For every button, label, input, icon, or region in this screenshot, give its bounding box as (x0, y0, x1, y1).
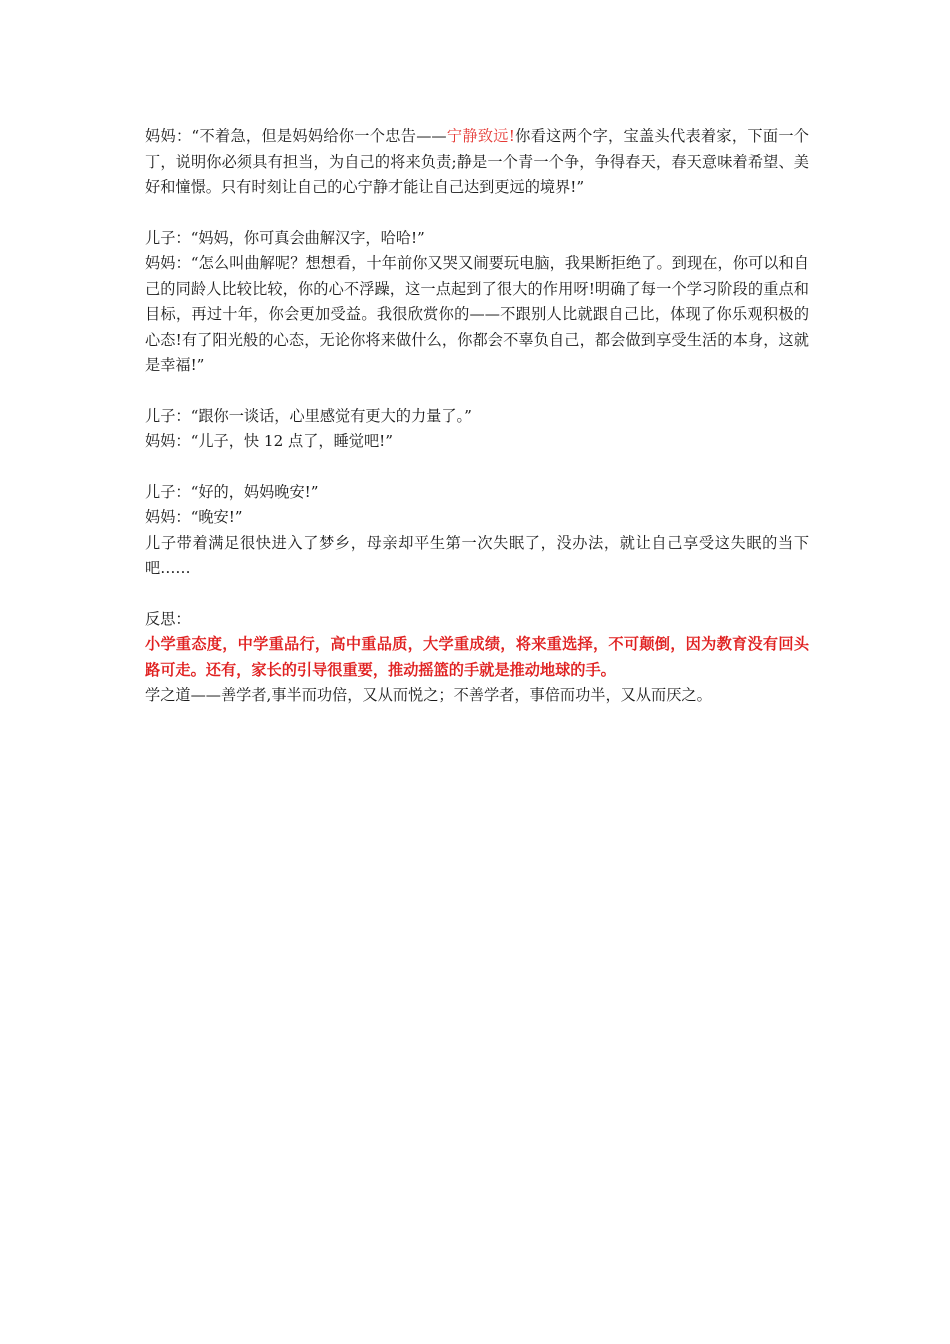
reflection-heading: 反思： (145, 609, 191, 628)
paragraph-narration: 儿子带着满足很快进入了梦乡，母亲却平生第一次失眠了，没办法，就让自己享受这失眠的当下吧…… (145, 533, 809, 577)
learning-quote: 学之道——善学者,事半而功倍，又从而悦之；不善学者，事倍而功半，又从而厌之。 (145, 686, 712, 704)
reflection-emphasis: 小学重态度，中学重品行，高中重品质，大学重成绩，将来重选择，不可颠倒，因为教育没有回头路可走。还有，家长的引导很重要，推动摇篮的手就是推动地球的手。 (145, 635, 809, 679)
paragraph-spacer (145, 455, 809, 480)
paragraph-son-reply-1: 儿子：“妈妈，你可真会曲解汉字，哈哈!” (145, 228, 425, 247)
mom-advice-text-end: 你看这两个字，宝盖头代表着家，下面一个丁，说明你必须具有担当，为自己的将来负责;静是一个青一个争，争得春天，春天意味着希望、美好和憧憬。只有时刻让自己的心宁静才能让自己达到更远的境界!” (145, 127, 809, 196)
paragraph-son-reply-3: 儿子：“好的，妈妈晚安!” (145, 482, 319, 501)
highlight-ningjing-zhiyuan: 宁静致远! (446, 127, 515, 145)
mom-advice-text-start: 妈妈：“不着急，但是妈妈给你一个忠告—— (145, 127, 447, 145)
paragraph-mom-reply-4: 妈妈：“晚安!” (145, 508, 243, 526)
paragraph-spacer (145, 201, 809, 226)
paragraph-mom-advice (145, 124, 809, 201)
paragraph-spacer (145, 379, 809, 404)
paragraph-mom-reply-2: 妈妈：“怎么叫曲解呢？想想看，十年前你又哭又闹要玩电脑，我果断拒绝了。到现在，你可以和自己的同龄人比较比较，你的心不浮躁，这一点起到了很大的作用呀!明确了每一个学习阶段的重点和目标，再过十年，你会更加受益。我很欣赏你的——不跟别人比就跟自己比，体现了你乐观积极的心态!有了阳光般的心态，无论你将来做什么，你都会不辜负自己，都会做到享受生活的本身，这就是幸福!” (145, 254, 809, 374)
document-body (145, 124, 809, 709)
paragraph-son-reply-2: 儿子：“跟你一谈话，心里感觉有更大的力量了。” (145, 406, 472, 425)
paragraph-mom-reply-3: 妈妈：“儿子，快 12 点了，睡觉吧!” (145, 432, 394, 450)
paragraph-spacer (145, 582, 809, 607)
